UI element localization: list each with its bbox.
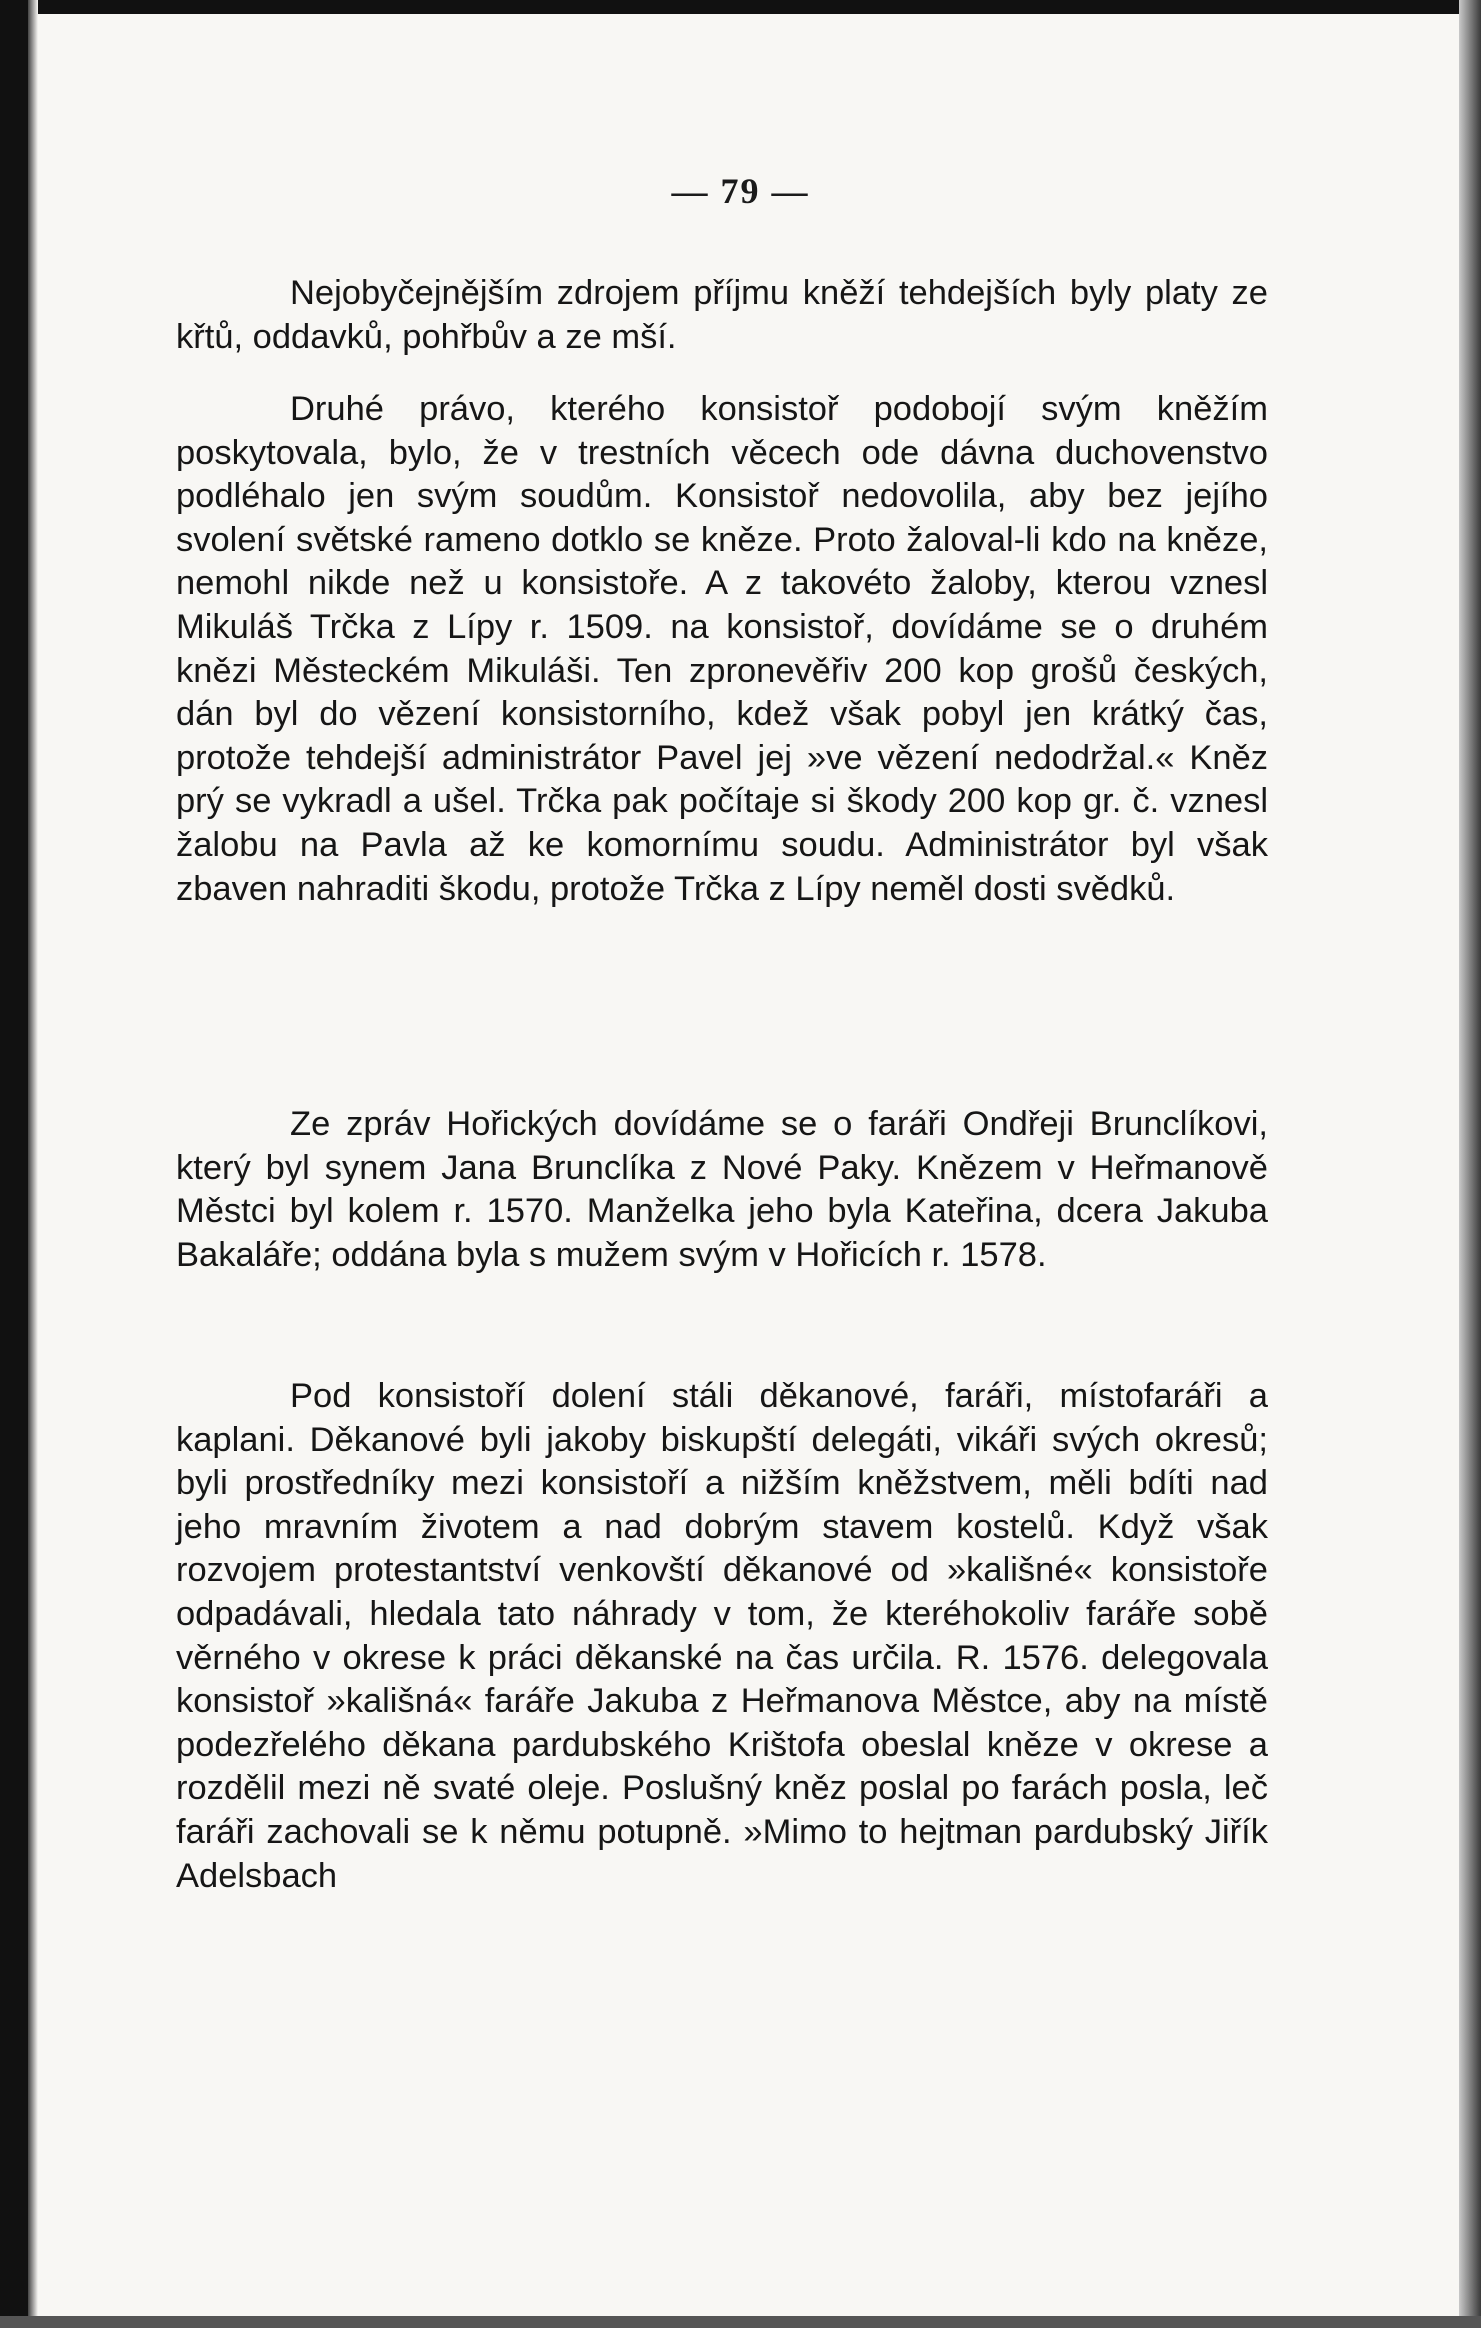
paragraph-3: Ze zpráv Hořických dovídáme se o faráři Ondřeji Brunclíkovi, který byl synem Jana Brunclíka z Nové Paky. Knězem v Heřmanově Městci byl kolem r. 1570. Manželka jeho byla Kateřina, dcera Jakuba Bakaláře; oddána byla s mužem svým v Hořicích r. 1578.: [176, 1105, 1268, 1274]
paragraph-1: Nejobyčejnějším zdrojem příjmu kněží tehdejších byly platy ze křtů, oddavků, pohřbův a ze mší.: [176, 274, 1268, 356]
scan-border-top: [0, 0, 1481, 14]
scan-border-right: [1459, 0, 1481, 2328]
paragraph-4: Pod konsistoří dolení stáli děkanové, faráři, místofaráři a kaplani. Děkanové byli jakoby biskupští delegáti, vikáři svých okresů; byli prostředníky mezi konsistoří a nižším kněžstvem, měli bdíti nad jeho mravním životem a nad dobrým stavem kostelů. Když však rozvojem protestantství venkovští děkanové od »kališné« konsistoře odpadávali, hledala tato náhrady v tom, že kteréhokoliv faráře sobě věrného v okrese k práci děkanské na čas určila. R. 1576. delegovala konsistoř »kališná« faráře Jakuba z Heřmanova Městce, aby na místě podezřelého děkana pardubského Krištofa obeslal kněze v okrese a rozdělil mezi ně svaté oleje. Poslušný kněz poslal po farách posla, leč faráři zachovali se k němu potupně. »Mimo to hejtman pardubský Jiřík Adelsbach: [176, 1377, 1268, 1895]
scan-border-bottom: [0, 2316, 1481, 2328]
page-number: — 79 —: [671, 171, 810, 211]
paragraph-2: Druhé právo, kterého konsistoř podobojí svým kněžím poskytovala, bylo, že v trestních věcech ode dávna duchovenstvo podléhalo jen svým soudům. Konsistoř nedovolila, aby bez jejího svolení světské rameno dotklo se kněze. Proto žaloval-li kdo na kněze, nemohl nikde než u konsistoře. A z takovéto žaloby, kterou vznesl Mikuláš Trčka z Lípy r. 1509. na konsistoř, dovídáme se o druhém knězi Městeckém Mikuláši. Ten zpronevěřiv 200 kop grošů českých, dán byl do vězení konsistorního, kdež však pobyl jen krátký čas, protože tehdejší administrátor Pavel jej »ve vězení nedodržal.« Kněz prý se vykradl a ušel. Trčka pak počítaje si škody 200 kop gr. č. vznesl žalobu na Pavla až ke komornímu soudu. Administrátor byl však zbaven nahraditi škodu, protože Trčka z Lípy neměl dosti svědků.: [176, 390, 1268, 908]
scan-border-shadow: [28, 0, 38, 2328]
